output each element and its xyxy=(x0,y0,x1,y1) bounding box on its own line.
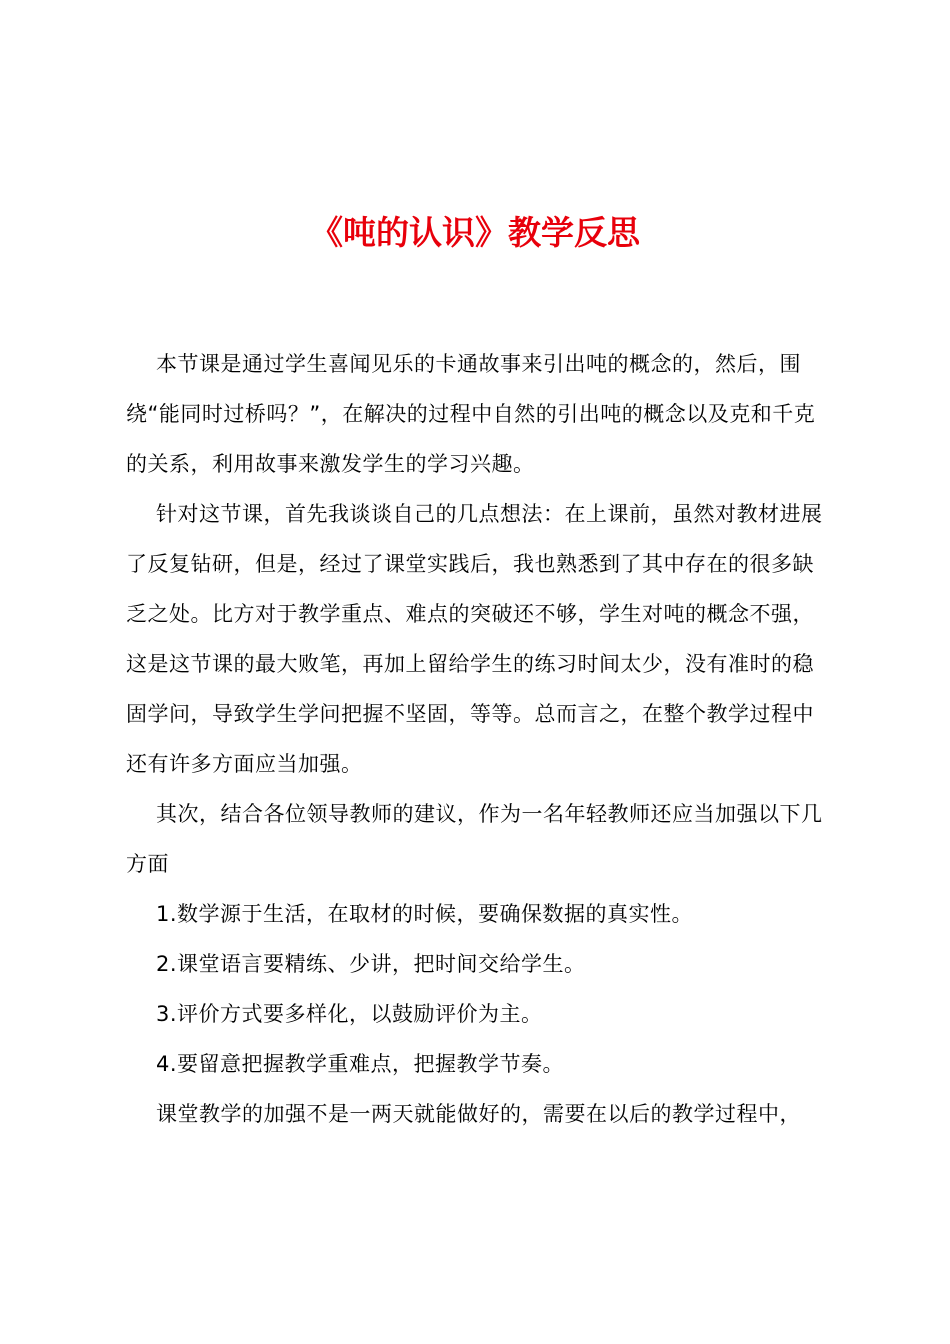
paragraph-intro: 本节课是通过学生喜闻见乐的卡通故事来引出吨的概念的，然后，围绕“能同时过桥吗？”，在解决的过程中自然的引出吨的概念以及克和千克的关系，利用故事来激发学生的学习兴趣。 xyxy=(126,352,816,476)
paragraph-closing: 课堂教学的加强不是一两天就能做好的，需要在以后的教学过程中， xyxy=(156,1102,801,1126)
document-title: 《吨的认识》教学反思 xyxy=(310,213,640,252)
list-item-3: 3.评价方式要多样化，以鼓励评价为主。 xyxy=(156,1002,543,1026)
list-item-1: 1.数学源于生活，在取材的时候，要确保数据的真实性。 xyxy=(156,902,694,926)
document-body xyxy=(126,339,831,1139)
list-item-2: 2.课堂语言要精练、少讲，把时间交给学生。 xyxy=(156,952,586,976)
list-item-4: 4.要留意把握教学重难点，把握教学节奏。 xyxy=(156,1052,565,1076)
paragraph-reflection: 针对这节课，首先我谈谈自己的几点想法：在上课前，虽然对教材进展了反复钻研，但是，经过了课堂实践后，我也熟悉到了其中存在的很多缺乏之处。比方对于教学重点、难点的突破还不够，学生对吨的概念不强，这是这节课的最大败笔，再加上留给学生的练习时间太少，没有准时的稳固学问，导致学生学问把握不坚固，等等。总而言之，在整个教学过程中还有许多方面应当加强。 xyxy=(126,502,823,776)
paragraph-suggestions-intro: 其次，结合各位领导教师的建议，作为一名年轻教师还应当加强以下几方面 xyxy=(126,802,823,876)
